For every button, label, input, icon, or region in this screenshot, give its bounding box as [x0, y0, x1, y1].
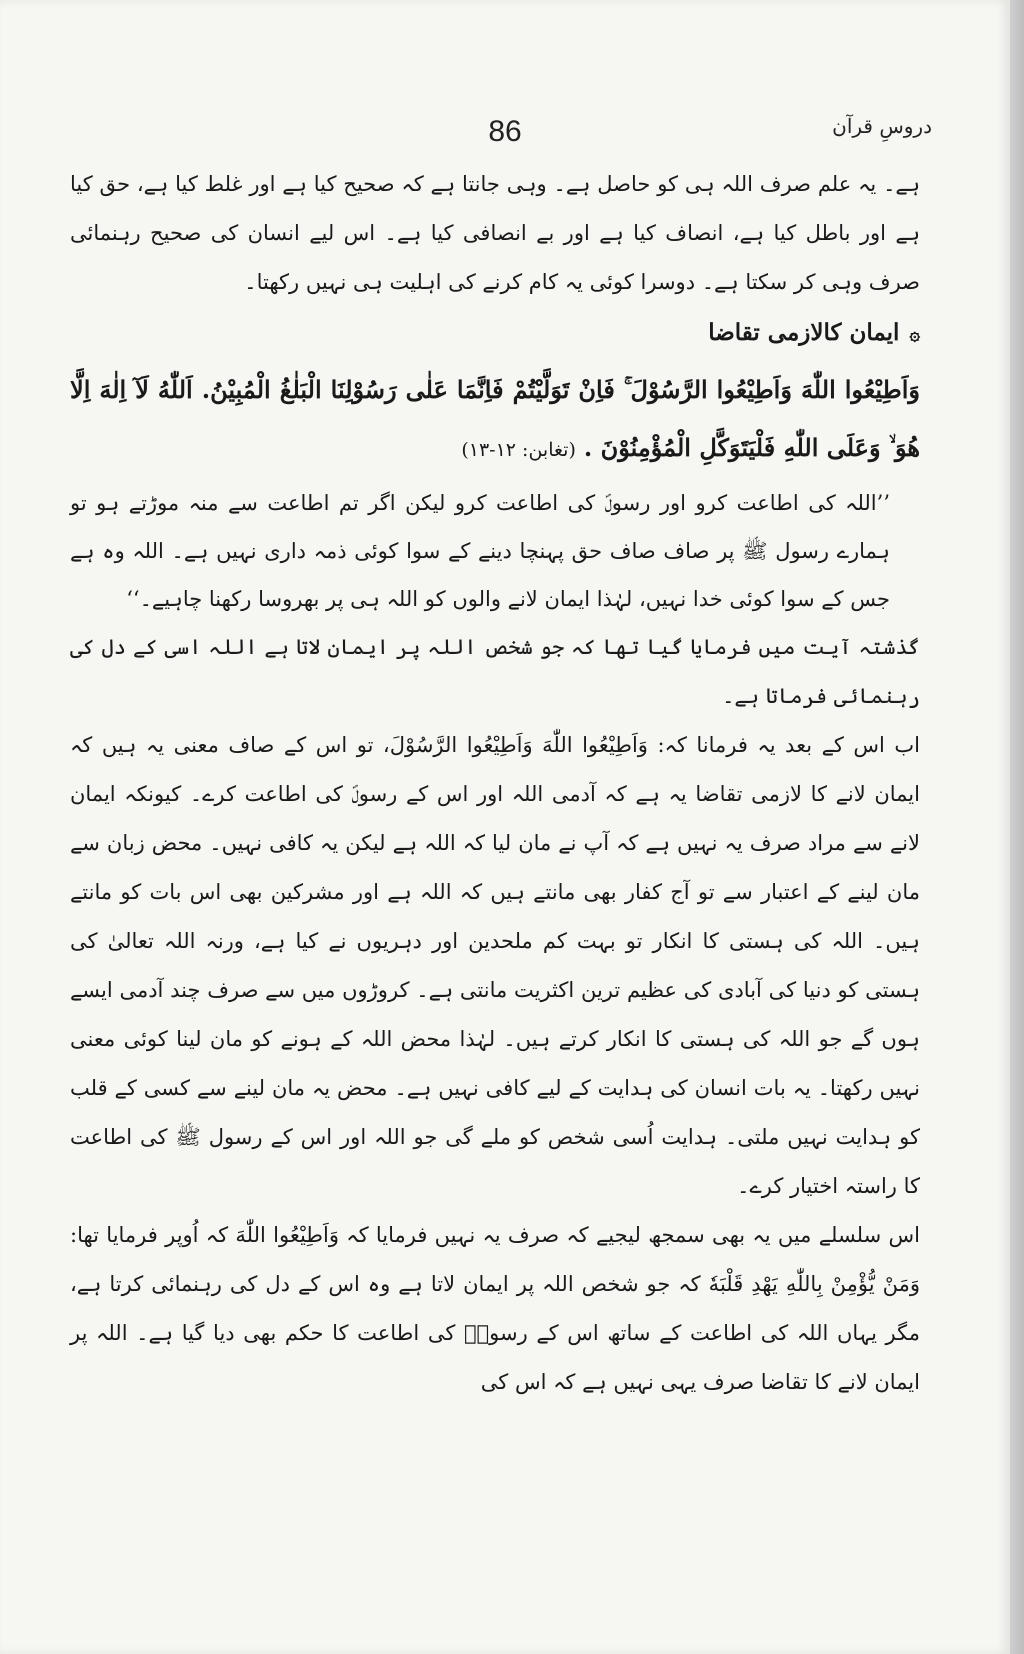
quranic-verse: [70, 361, 920, 479]
page-edge: [1010, 0, 1024, 1654]
paragraph-1: ہے۔ یہ علم صرف اللہ ہی کو حاصل ہے۔ وہی جانتا ہے کہ صحیح کیا ہے اور غلط کیا ہے، حق کیا ہے اور باطل کیا ہے، انصاف کیا ہے اور بے انصافی کیا ہے۔ اس لیے انسان کی صحیح رہنمائی صرف وہی کر سکتا ہے۔ دوسرا کوئی یہ کام کرنے کی اہلیت ہی نہیں رکھتا۔: [70, 172, 920, 294]
paragraph-2: گذشتہ آیت میں فرمایا گیا تھا کہ جو شخص اللہ پر ایمان لاتا ہے اللہ اسی کے دل کی رہنمائی فرماتا ہے۔: [70, 635, 920, 708]
paragraph-4: اس سلسلے میں یہ بھی سمجھ لیجیے کہ صرف یہ نہیں فرمایا کہ وَاَطِيْعُوا اللّٰهَ کہ اُوپر فرمایا تھا: وَمَنْ يُّؤْمِنْ بِاللّٰهِ يَهْدِ قَلْبَهٗ کہ جو شخص اللہ پر ایمان لاتا ہے وہ اس کے دل کی رہنمائی کرتا ہے، مگر یہاں اللہ کی اطاعت کے ساتھ اس کے رسولؐ کی اطاعت کا حکم بھی دیا گیا ہے۔ اللہ پر ایمان لانے کا تقاضا صرف یہی نہیں ہے کہ اس کی: [70, 1223, 920, 1394]
verse-translation: ’’اللہ کی اطاعت کرو اور رسولؐ کی اطاعت کرو لیکن اگر تم اطاعت سے منہ موڑتے ہو تو ہمارے رسول ﷺ پر صاف صاف حق پہنچا دینے کے سوا کوئی ذمہ داری نہیں ہے۔ اللہ وہ ہے جس کے سوا کوئی خدا نہیں، لہٰذا ایمان لانے والوں کو اللہ ہی پر بھروسا رکھنا چاہیے۔‘‘: [70, 491, 890, 611]
paragraph-3: اب اس کے بعد یہ فرمانا کہ: وَاَطِيْعُوا اللّٰهَ وَاَطِيْعُوا الرَّسُوْلَ، تو اس کے صاف معنی یہ ہیں کہ ایمان لانے کا لازمی تقاضا یہ ہے کہ آدمی اللہ اور اس کے رسولؐ کی اطاعت کرے۔ کیونکہ ایمان لانے سے مراد صرف یہ نہیں ہے کہ آپ نے مان لیا کہ اللہ ہے لیکن یہ کافی نہیں۔ محض زبان سے مان لینے کے اعتبار سے تو آج کفار بھی مانتے ہیں کہ اللہ ہے اور مشرکین بھی اس بات کو مانتے ہیں۔ اللہ کی ہستی کا انکار تو بہت کم ملحدین اور دہریوں نے کیا ہے، ورنہ اللہ تعالیٰ کی ہستی کو دنیا کی آبادی کی عظیم ترین اکثریت مانتی ہے۔ کروڑوں میں سے صرف چند آدمی ایسے ہوں گے جو اللہ کی ہستی کا انکار کرتے ہیں۔ لہٰذا محض اللہ کے ہونے کو مان لینا کوئی معنی نہیں رکھتا۔ یہ بات انسان کی ہدایت کے لیے کافی نہیں ہے۔ محض یہ مان لینے سے کسی کے قلب کو ہدایت نہیں ملتی۔ ہدایت اُسی شخص کو ملے گی جو اللہ اور اس کے رسول ﷺ کی اطاعت کا راستہ اختیار کرے۔: [70, 733, 920, 1198]
flower-ornament-icon: ۞: [909, 324, 920, 345]
page-number: 86: [488, 115, 522, 148]
section-heading: [70, 307, 920, 361]
body-text: [70, 160, 920, 1407]
running-head: دروسِ قرآن: [832, 114, 932, 138]
verse-text: وَاَطِيْعُوا اللّٰهَ وَاَطِيْعُوا الرَّسُوْلَ ۚ فَاِنْ تَوَلَّيْتُمْ فَاِنَّمَا عَلٰى رَسُوْلِنَا الْبَلٰغُ الْمُبِيْنُ. اَللّٰهُ لَآ اِلٰهَ اِلَّا هُوَ ۙ وَعَلَى اللّٰهِ فَلْيَتَوَكَّلِ الْمُؤْمِنُوْنَ .: [70, 375, 920, 462]
section-heading-text: ایمان کالازمی تقاضا: [708, 319, 900, 346]
verse-reference: (تغابن: ۱۲-۱۳): [461, 439, 576, 461]
